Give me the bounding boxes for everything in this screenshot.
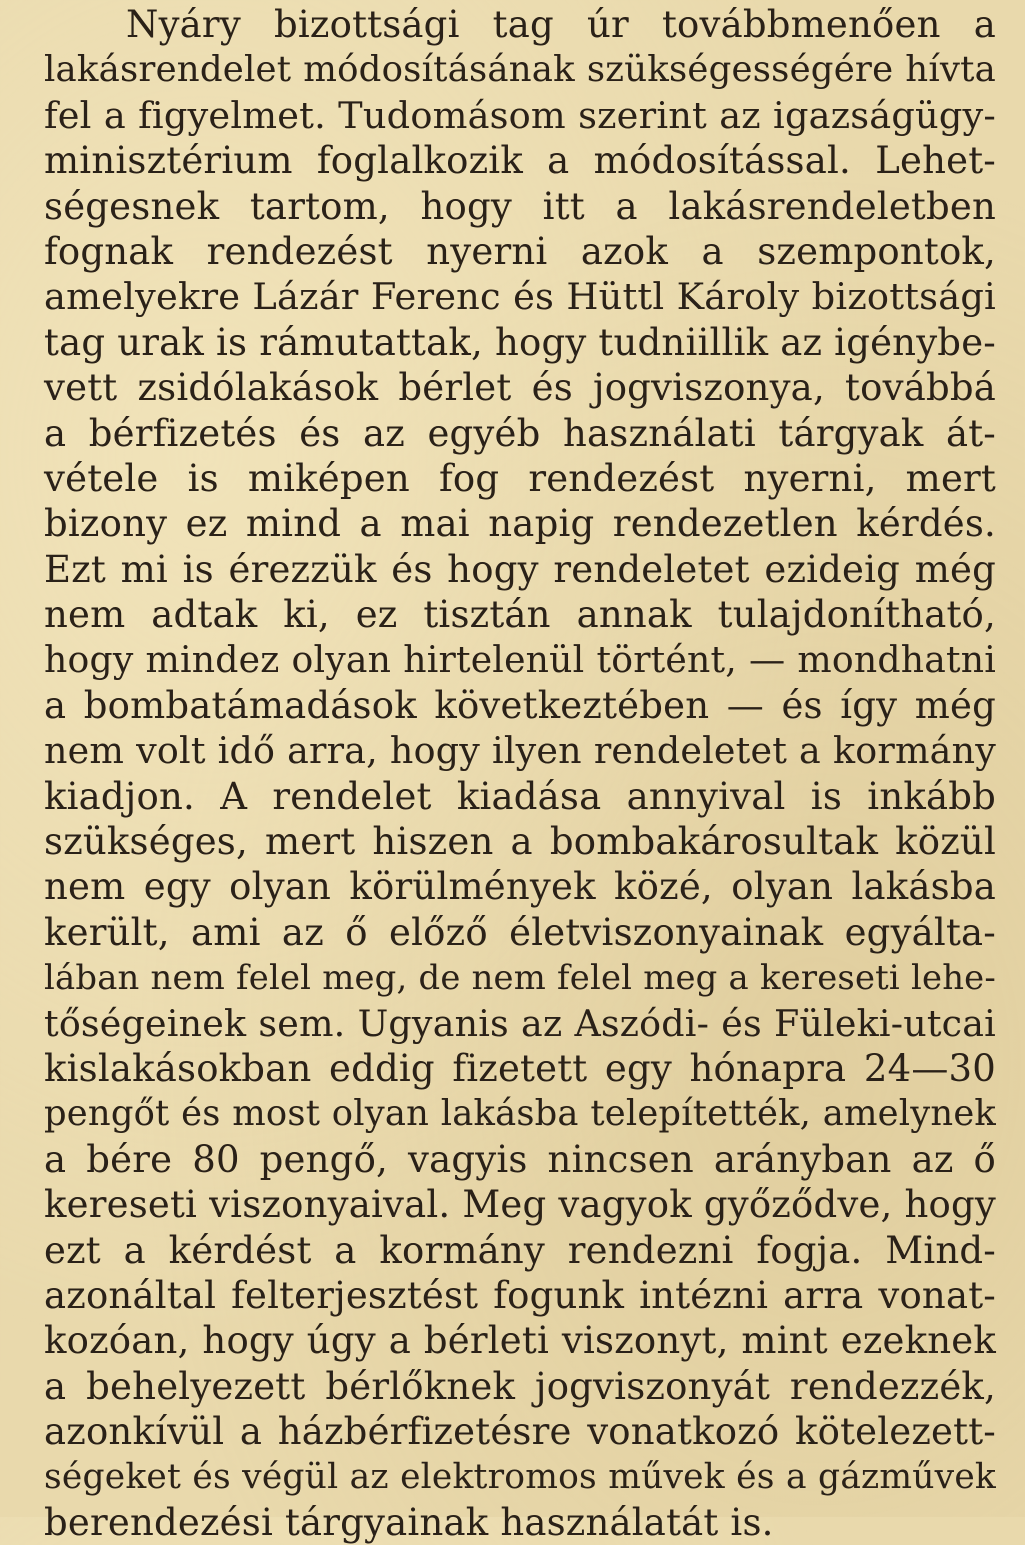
text-line: kislakásokban eddig fizetett egy hónapra 24—30 <box>44 1046 996 1090</box>
text-line: minisztérium foglalkozik a módosítással. Lehet- <box>44 139 996 183</box>
text-line: bizony ez mind a mai napig rendezetlen kérdés. <box>44 502 996 546</box>
text-line: szükséges, mert hiszen a bombakárosultak közül <box>44 820 996 864</box>
text-line: ezt a kérdést a kormány rendezni fogja. Mind- <box>44 1228 996 1272</box>
text-line: ségesnek tartom, hogy itt a lakásrendeletben <box>44 184 996 228</box>
article-column <box>44 2 996 1545</box>
text-line: azonáltal felterjesztést fogunk intézni arra vonat- <box>44 1273 996 1317</box>
text-line: nem egy olyan körülmények közé, olyan lakásba <box>44 865 996 909</box>
text-line: lában nem felel meg, de nem felel meg a kereseti lehe- <box>44 958 996 998</box>
text-line: kiadjon. A rendelet kiadása annyival is inkább <box>44 774 996 818</box>
text-line: vétele is miképen fog rendezést nyerni, mert <box>44 456 996 500</box>
text-line: nem volt idő arra, hogy ilyen rendeletet a kormány <box>44 729 996 773</box>
text-line: került, ami az ő előző életviszonyainak egyálta- <box>44 910 996 954</box>
text-line: a bombatámadások következtében — és így még <box>44 683 996 727</box>
text-line: amelyekre Lázár Ferenc és Hüttl Károly bizottsági <box>44 275 996 319</box>
text-line: tag urak is rámutattak, hogy tudniillik az igénybe- <box>44 320 996 364</box>
text-line: lakásrendelet módosításának szükségességére hívta <box>44 49 996 91</box>
text-line: nem adtak ki, ez tisztán annak tulajdonítható, <box>44 593 996 637</box>
text-line: a behelyezett bérlőknek jogviszonyát rendezzék, <box>44 1364 996 1408</box>
text-line: pengőt és most olyan lakásba telepítették, amelynek <box>44 1093 996 1135</box>
text-line: a bére 80 pengő, vagyis nincsen arányban az ő <box>44 1137 996 1181</box>
text-line: azonkívül a házbérfizetésre vonatkozó kötelezett- <box>44 1410 996 1454</box>
text-line: Ezt mi is érezzük és hogy rendeletet ezideig még <box>44 547 996 591</box>
text-line: kereseti viszonyaival. Meg vagyok győződve, hogy <box>44 1183 996 1227</box>
text-line: fel a figyelmet. Tudomásom szerint az igazságügy- <box>44 93 996 137</box>
text-line: ségeket és végül az elektromos művek és a gázművek <box>44 1456 996 1497</box>
text-line: Nyáry bizottsági tag úr továbbmenően a <box>126 3 996 46</box>
text-line: kozóan, hogy úgy a bérleti viszonyt, mint ezeknek <box>44 1319 996 1363</box>
text-line: fognak rendezést nyerni azok a szempontok, <box>44 229 996 273</box>
text-line: berendezési tárgyainak használatát is. <box>44 1500 774 1544</box>
text-line: tőségeinek sem. Ugyanis az Aszódi- és Füleki-utcai <box>44 1001 996 1045</box>
text-line: vett zsidólakások bérlet és jogviszonya, továbbá <box>44 366 996 410</box>
text-line: hogy mindez olyan hirtelenül történt, — mondhatni <box>44 638 996 682</box>
text-line: a bérfizetés és az egyéb használati tárgyak át- <box>44 411 996 455</box>
